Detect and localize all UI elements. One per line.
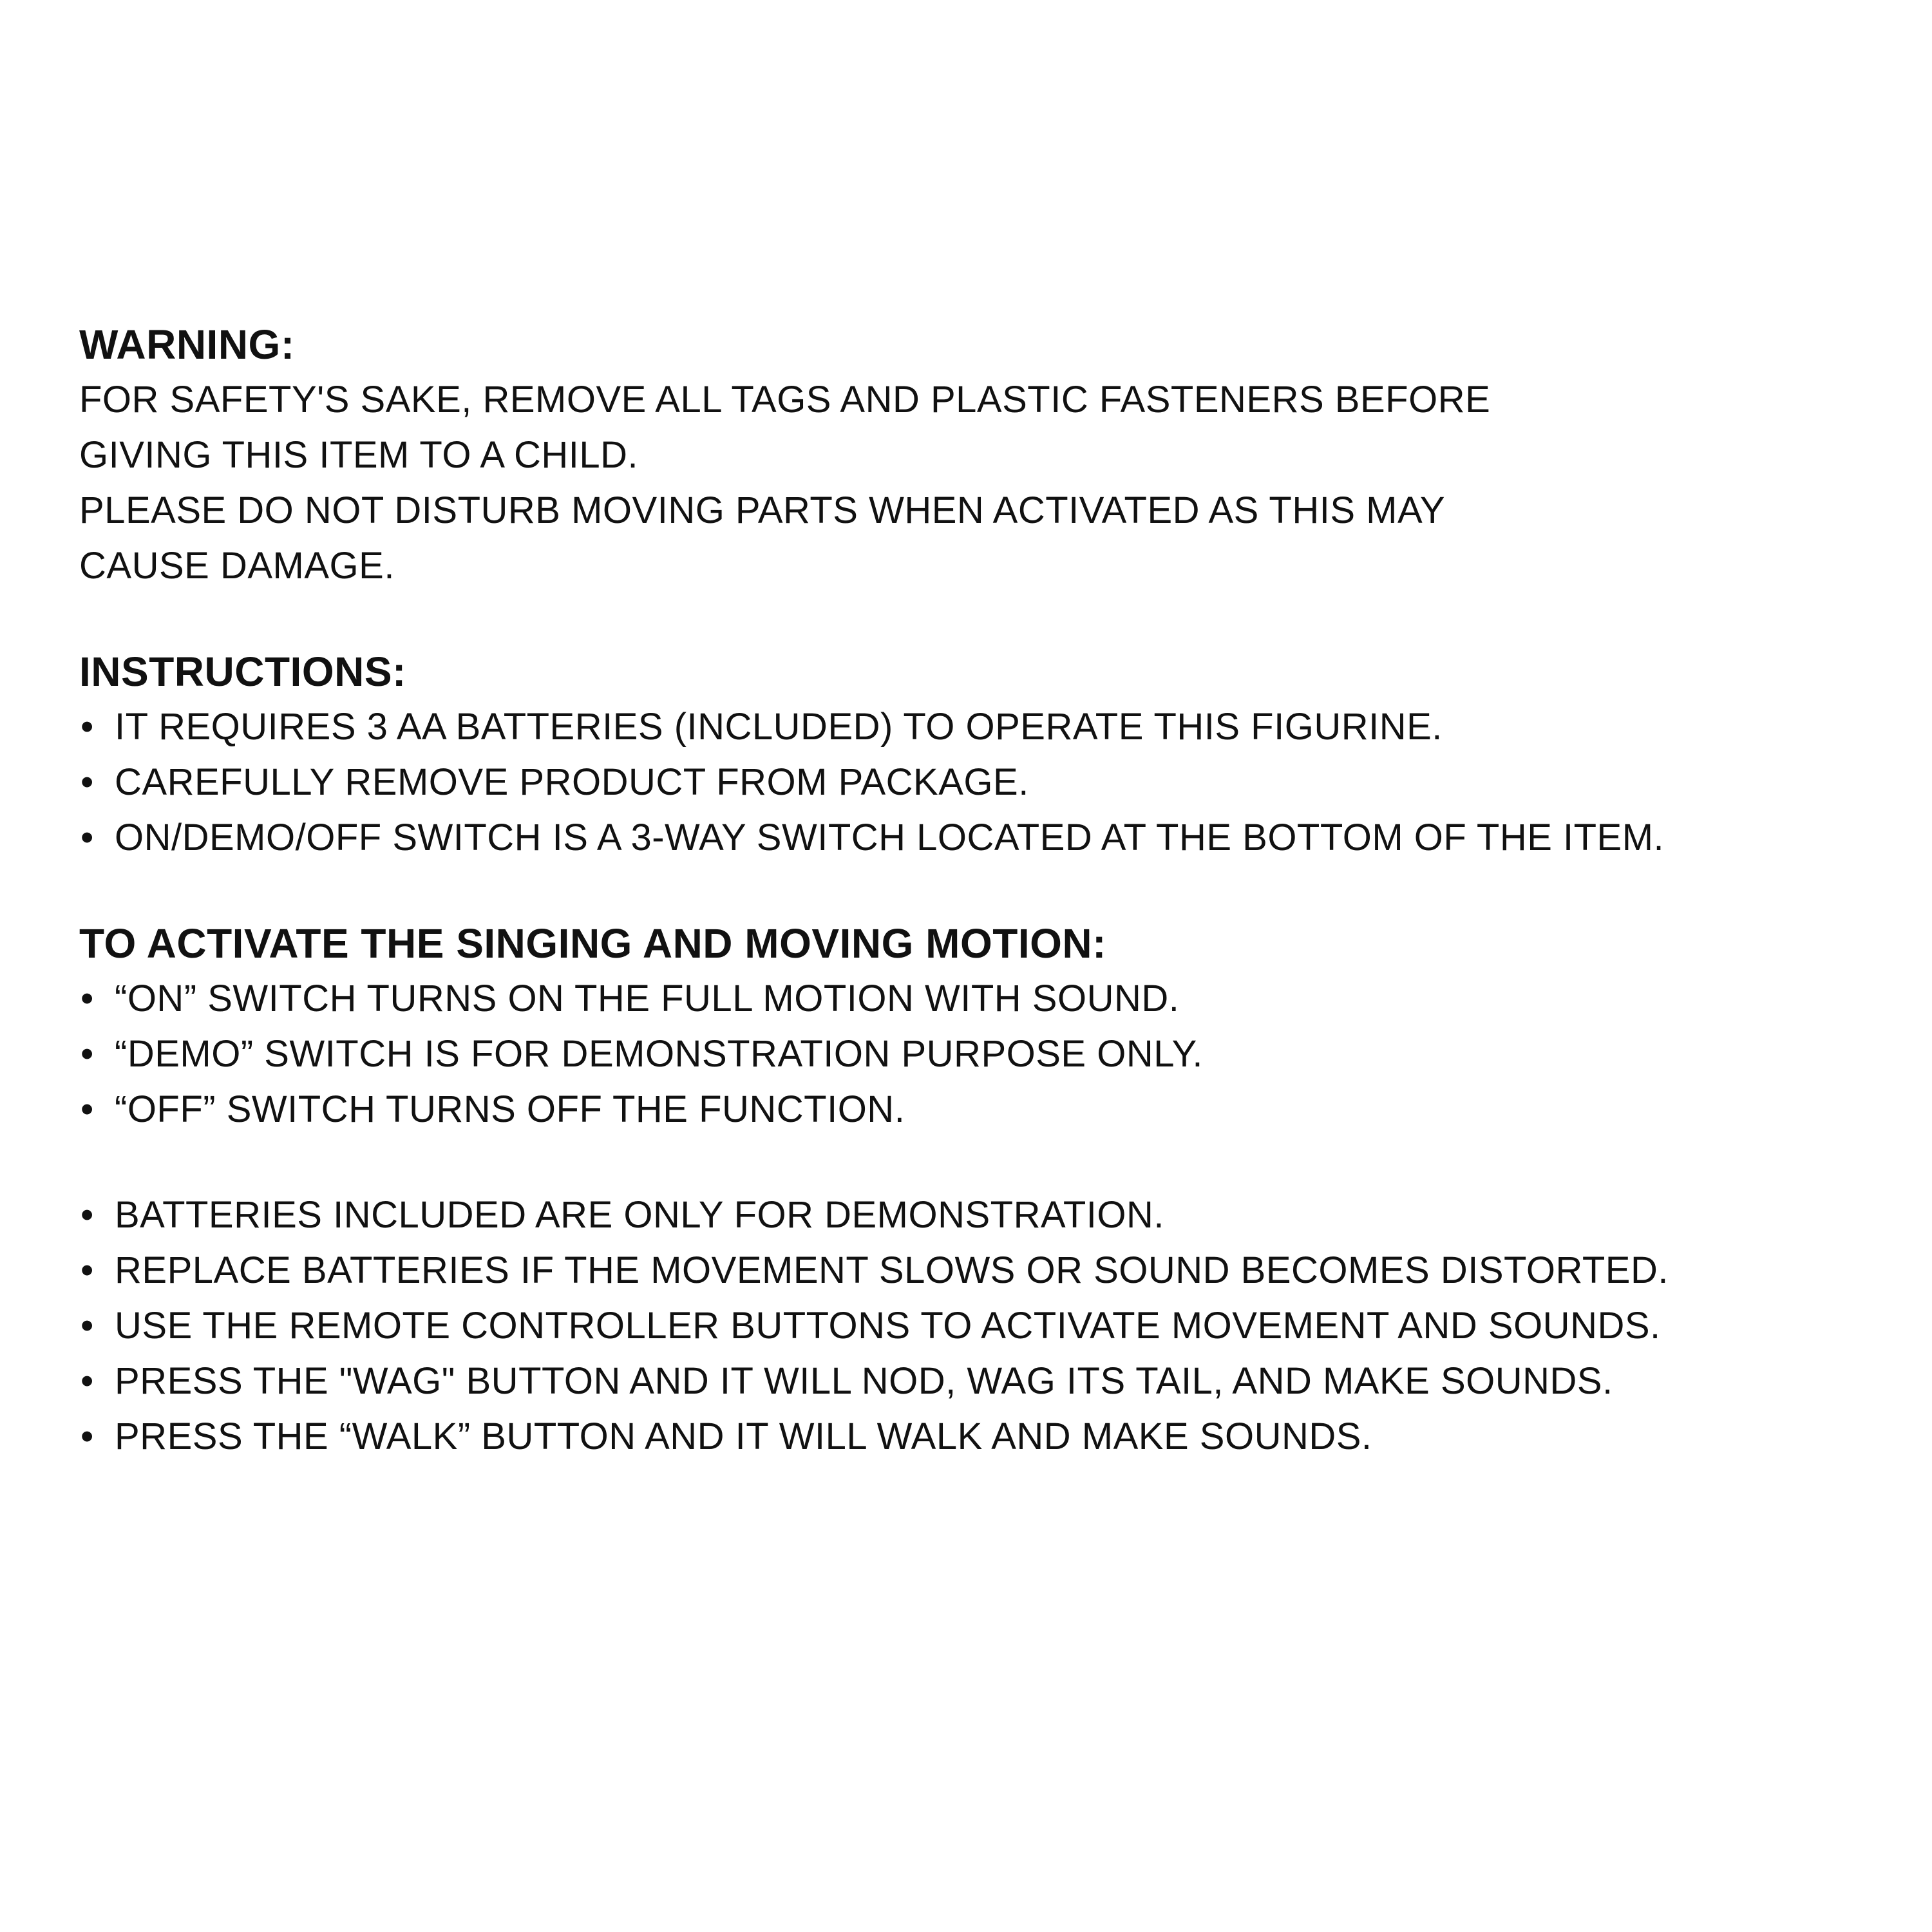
list-item: [79, 1409, 1908, 1464]
list-item: [79, 810, 1763, 866]
activate-heading: TO ACTIVATE THE SINGING AND MOVING MOTION:: [79, 920, 1106, 967]
warning-line: CAUSE DAMAGE.: [79, 545, 395, 587]
warning-line: PLEASE DO NOT DISTURB MOVING PARTS WHEN ACTIVATED AS THIS MAY: [79, 489, 1446, 531]
bullet-icon: •: [80, 706, 94, 748]
list-item-text: USE THE REMOTE CONTROLLER BUTTONS TO ACTIVATE MOVEMENT AND SOUNDS.: [115, 1305, 1661, 1347]
list-item: [79, 699, 1908, 755]
activate-section: [79, 916, 1908, 1137]
section-spacer: [79, 866, 1908, 916]
list-item-text: PRESS THE "WAG" BUTTON AND IT WILL NOD, WAG ITS TAIL, AND MAKE SOUNDS.: [115, 1360, 1613, 1402]
list-item: [79, 1354, 1908, 1409]
activate-list: [79, 971, 1908, 1137]
bullet-icon: •: [80, 1194, 94, 1236]
list-item-text: “DEMO” SWITCH IS FOR DEMONSTRATION PURPOSE ONLY.: [115, 1033, 1203, 1075]
list-item: [79, 1082, 1908, 1137]
list-item: [79, 1188, 1908, 1243]
list-item: [79, 1243, 1712, 1298]
instructions-section: [79, 644, 1908, 866]
list-item-text: CAREFULLY REMOVE PRODUCT FROM PACKAGE.: [115, 761, 1029, 803]
instructions-heading: INSTRUCTIONS:: [79, 649, 406, 695]
bullet-icon: •: [80, 1305, 94, 1347]
document-content: [79, 317, 1908, 1464]
warning-heading: WARNING:: [79, 321, 295, 368]
notes-section: [79, 1188, 1908, 1464]
list-item-text: “OFF” SWITCH TURNS OFF THE FUNCTION.: [115, 1088, 905, 1130]
bullet-icon: •: [80, 1249, 94, 1291]
list-item-text: “ON” SWITCH TURNS ON THE FULL MOTION WITH SOUND.: [115, 978, 1180, 1019]
notes-list: [79, 1188, 1908, 1464]
section-spacer: [79, 1137, 1908, 1188]
section-spacer: [79, 594, 1908, 644]
bullet-icon: •: [80, 817, 94, 858]
warning-line: GIVING THIS ITEM TO A CHILD.: [79, 434, 639, 476]
bullet-icon: •: [80, 978, 94, 1019]
list-item: [79, 1027, 1908, 1082]
bullet-icon: •: [80, 1416, 94, 1457]
bullet-icon: •: [80, 1088, 94, 1130]
list-item: [79, 1298, 1908, 1354]
warning-line: FOR SAFETY'S SAKE, REMOVE ALL TAGS AND PLASTIC FASTENERS BEFORE: [79, 379, 1491, 421]
bullet-icon: •: [80, 1360, 94, 1402]
list-item-text: ON/DEMO/OFF SWITCH IS A 3-WAY SWITCH LOCATED AT THE BOTTOM OF THE ITEM.: [115, 817, 1665, 858]
bullet-icon: •: [80, 761, 94, 803]
list-item-text: REPLACE BATTERIES IF THE MOVEMENT SLOWS OR SOUND BECOMES DISTORTED.: [115, 1249, 1669, 1291]
list-item-text: PRESS THE “WALK” BUTTON AND IT WILL WALK AND MAKE SOUNDS.: [115, 1416, 1372, 1457]
bullet-icon: •: [80, 1033, 94, 1075]
list-item-text: IT REQUIRES 3 AA BATTERIES (INCLUDED) TO OPERATE THIS FIGURINE.: [115, 706, 1443, 748]
instructions-list: [79, 699, 1908, 866]
list-item: [79, 755, 1908, 810]
list-item: [79, 971, 1908, 1027]
list-item-text: BATTERIES INCLUDED ARE ONLY FOR DEMONSTRATION.: [115, 1194, 1165, 1236]
warning-section: [79, 317, 1908, 594]
